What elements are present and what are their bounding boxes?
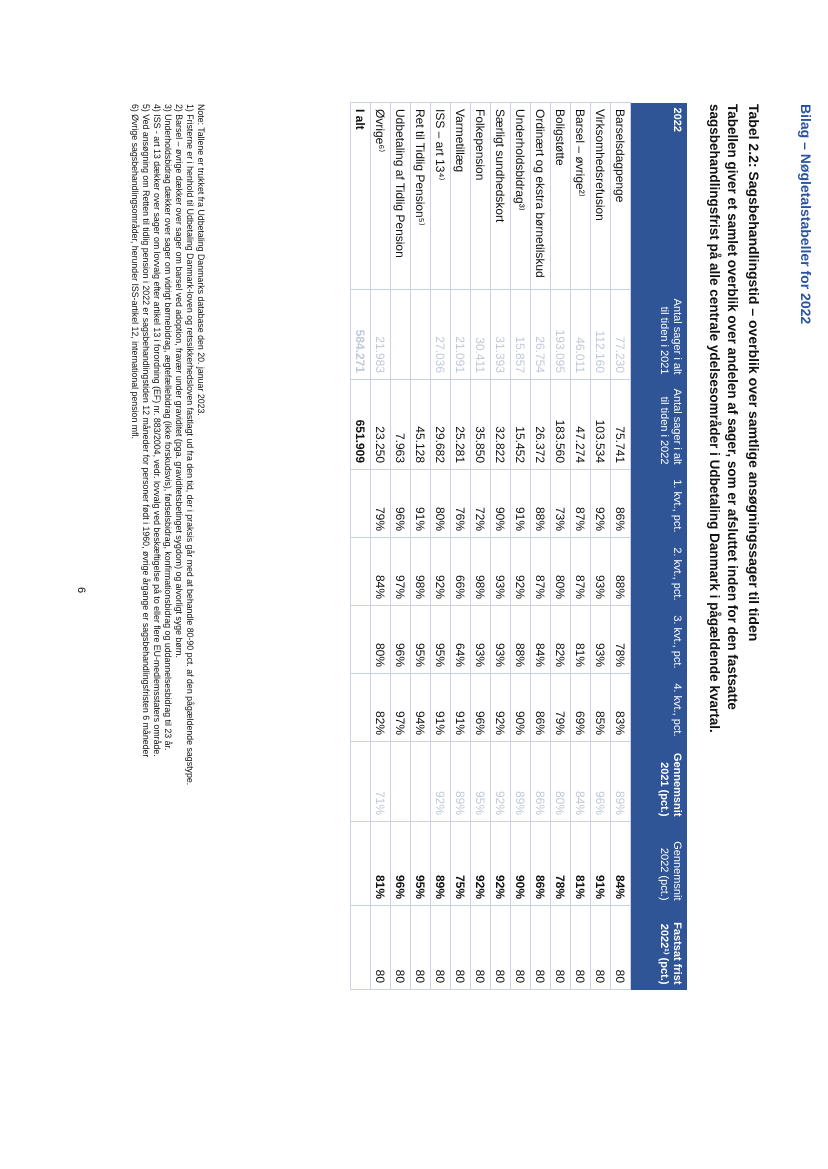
table-row (391, 103, 411, 990)
cell-cases-2021 (391, 290, 411, 380)
cell-avg-2021 (411, 742, 431, 822)
cell-q3-pct: 64% (451, 606, 471, 674)
cell-avg-2022: 81% (571, 822, 591, 906)
header-q1: 1. kvt., pct. (631, 470, 688, 538)
cell-q2-pct: 66% (451, 538, 471, 606)
footnotes (129, 104, 206, 785)
cell-q1-pct: 86% (611, 470, 631, 538)
cell-cases-2022: 47.274 (571, 380, 591, 470)
cell-avg-2021: 92% (431, 742, 451, 822)
cell-q3-pct: 96% (391, 606, 411, 674)
cell-q1-pct: 72% (471, 470, 491, 538)
cell-cases-2021: 193.095 (551, 290, 571, 380)
cell-avg-2021: 80% (551, 742, 571, 822)
cell-avg-2021 (391, 742, 411, 822)
cell-avg-2021: 89% (611, 742, 631, 822)
cell-q1-pct: 90% (491, 470, 511, 538)
cell-cases-2022: 183.560 (551, 380, 571, 470)
case-processing-table (350, 102, 687, 990)
cell-avg-2022: 78% (551, 822, 571, 906)
cell-q2-pct: 97% (391, 538, 411, 606)
table-row (511, 103, 531, 990)
header-q4: 4. kvt., pct. (631, 674, 688, 742)
cell-deadline: 80 (571, 906, 591, 990)
cell-avg-2021 (351, 742, 371, 822)
cell-cases-2022: 35.850 (471, 380, 491, 470)
header-deadline: Fastsat frist 2022¹⁾ (pct.) (631, 906, 688, 990)
cell-cases-2022: 651.909 (351, 380, 371, 470)
table-header-row (631, 103, 688, 990)
cell-row-label: Folkepension (471, 103, 491, 290)
cell-q3-pct: 80% (371, 606, 391, 674)
cell-cases-2022: 103.534 (591, 380, 611, 470)
cell-q4-pct: 94% (411, 674, 431, 742)
cell-row-label: Virksomhedsrefusion (591, 103, 611, 290)
cell-row-label: Ordinært og ekstra børnetilskud (531, 103, 551, 290)
cell-q4-pct: 97% (391, 674, 411, 742)
cell-q2-pct: 88% (611, 538, 631, 606)
cell-deadline: 80 (411, 906, 431, 990)
cell-q1-pct (351, 470, 371, 538)
table-row (411, 103, 431, 990)
cell-row-label: I alt (351, 103, 371, 290)
cell-q1-pct: 79% (371, 470, 391, 538)
cell-q4-pct: 82% (371, 674, 391, 742)
cell-cases-2022: 75.741 (611, 380, 631, 470)
cell-q4-pct (351, 674, 371, 742)
cell-cases-2021: 26.754 (531, 290, 551, 380)
footnote: 5) Ved ansøgning om Retten til tidlig pension i 2022 er sagsbehandlingstiden 12 måneder for personer født i 1960, øvrige årgange er sagsbehandlingsfristen 6 måneder (141, 104, 151, 758)
cell-cases-2021: 584.271 (351, 290, 371, 380)
cell-cases-2021: 46.011 (571, 290, 591, 380)
table-row (571, 103, 591, 990)
cell-q1-pct: 92% (591, 470, 611, 538)
cell-q4-pct: 83% (611, 674, 631, 742)
cell-avg-2022: 89% (431, 822, 451, 906)
cell-q2-pct: 80% (551, 538, 571, 606)
cell-cases-2021: 27.036 (431, 290, 451, 380)
table-row (611, 103, 631, 990)
table-row (531, 103, 551, 990)
cell-avg-2022: 90% (511, 822, 531, 906)
cell-q1-pct: 91% (511, 470, 531, 538)
cell-q3-pct: 88% (511, 606, 531, 674)
cell-avg-2022 (351, 822, 371, 906)
cell-avg-2022: 75% (451, 822, 471, 906)
cell-deadline: 80 (371, 906, 391, 990)
footnote: 4) ISS - art 13 dækker over sager om lovvalg efter artikel 13 i forordning (EF) nr. 883/2004, vedr. lovvalg ved beskæftigelse på to eller flere EU-medlemsstaters område. (152, 104, 162, 757)
cell-cases-2022: 23.250 (371, 380, 391, 470)
header-avg-2021: Gennemsnit 2021 (pct.) (631, 742, 688, 822)
header-q2: 2. kvt., pct. (631, 538, 688, 606)
cell-q2-pct: 87% (571, 538, 591, 606)
header-q3: 3. kvt., pct. (631, 606, 688, 674)
cell-avg-2021: 89% (511, 742, 531, 822)
cell-cases-2021: 30.411 (471, 290, 491, 380)
cell-cases-2021: 31.393 (491, 290, 511, 380)
cell-avg-2021: 92% (491, 742, 511, 822)
cell-row-label: Barselsdagpenge (611, 103, 631, 290)
cell-q2-pct: 84% (371, 538, 391, 606)
cell-row-label: Udbetaling af Tidlig Pension (391, 103, 411, 290)
cell-q1-pct: 73% (551, 470, 571, 538)
cell-deadline: 80 (531, 906, 551, 990)
header-cases-2022: Antal sager i alt til tiden i 2022 (631, 380, 688, 470)
cell-q4-pct: 90% (511, 674, 531, 742)
cell-q3-pct: 93% (491, 606, 511, 674)
cell-deadline: 80 (431, 906, 451, 990)
cell-cases-2022: 29.682 (431, 380, 451, 470)
table-row (371, 103, 391, 990)
cell-q1-pct: 87% (571, 470, 591, 538)
cell-q2-pct: 93% (591, 538, 611, 606)
cell-avg-2022: 84% (611, 822, 631, 906)
table-row (451, 103, 471, 990)
cell-q1-pct: 76% (451, 470, 471, 538)
cell-cases-2022: 45.128 (411, 380, 431, 470)
cell-deadline: 80 (471, 906, 491, 990)
cell-avg-2021: 96% (591, 742, 611, 822)
cell-q4-pct: 91% (431, 674, 451, 742)
cell-cases-2022: 7.963 (391, 380, 411, 470)
section-heading: Bilag – Nøgletalstabeller for 2022 (798, 104, 814, 325)
cell-q3-pct: 93% (471, 606, 491, 674)
cell-avg-2021: 95% (471, 742, 491, 822)
footnote: 3) Underholdsbidrag dækker over sager om vidrigt børnebidrag, ægtefællebidrag (ikke forskudsvis), fødselsbidrag, konfirmationsbidrag og uddannelsesbidrag til 23 år. (163, 104, 173, 751)
table-row (591, 103, 611, 990)
table-total-row (351, 103, 371, 990)
cell-cases-2021: 112.160 (591, 290, 611, 380)
footnote: 1) Fristerne er i henhold til Udbetaling Danmark-loven og retssikkerhedsloven fastlagt ud fra den tid, der i praksis går med at behandle 80-90 pct. af den pågældende sagstype. (185, 104, 195, 786)
footnote: 2) Barsel – øvrige dækker over sager om barsel ved adoption, fravær under graviditet (pga. graviditetsbetinget sygdom) og alvorligt syge børn. (174, 104, 184, 658)
cell-avg-2021: 71% (371, 742, 391, 822)
cell-q4-pct: 96% (471, 674, 491, 742)
cell-q4-pct: 91% (451, 674, 471, 742)
cell-q3-pct: 81% (571, 606, 591, 674)
table-subtitle: Tabellen giver et samlet overblik over andelen af sager, som er afsluttet inden for den fastsatte sagsbehandlingsfrist på alle centrale ydelsesområder i Udbetaling Danmark i pågældende kvartal. (707, 104, 740, 733)
cell-q2-pct: 98% (411, 538, 431, 606)
cell-q1-pct: 88% (531, 470, 551, 538)
cell-cases-2022: 26.372 (531, 380, 551, 470)
cell-cases-2021: 77.230 (611, 290, 631, 380)
cell-deadline: 80 (511, 906, 531, 990)
header-cases-2021: Antal sager i alt til tiden i 2021 (631, 290, 688, 380)
cell-q3-pct: 95% (431, 606, 451, 674)
cell-avg-2021: 84% (571, 742, 591, 822)
cell-q2-pct: 87% (531, 538, 551, 606)
cell-avg-2021: 89% (451, 742, 471, 822)
cell-deadline (351, 906, 371, 990)
cell-deadline: 80 (591, 906, 611, 990)
cell-q2-pct (351, 538, 371, 606)
cell-cases-2022: 25.281 (451, 380, 471, 470)
cell-q4-pct: 86% (531, 674, 551, 742)
cell-deadline: 80 (611, 906, 631, 990)
table-row (491, 103, 511, 990)
header-avg-2022: Gennemsnit 2022 (pct.) (631, 822, 688, 906)
footnote: 6) Øvrige sagsbehandlingsområder, herunder ISS-artikel 12, international pension mfl. (130, 104, 140, 439)
cell-deadline: 80 (451, 906, 471, 990)
cell-q4-pct: 92% (491, 674, 511, 742)
cell-q3-pct: 82% (551, 606, 571, 674)
cell-avg-2022: 96% (391, 822, 411, 906)
cell-q4-pct: 79% (551, 674, 571, 742)
cell-row-label: Boligstøtte (551, 103, 571, 290)
page-number: 6 (75, 587, 87, 594)
cell-q4-pct: 85% (591, 674, 611, 742)
cell-row-label: Særligt sundhedskort (491, 103, 511, 290)
table-row (431, 103, 451, 990)
cell-deadline: 80 (491, 906, 511, 990)
cell-avg-2022: 95% (411, 822, 431, 906)
cell-avg-2022: 92% (471, 822, 491, 906)
cell-row-label: Øvrige⁶⁾ (371, 103, 391, 290)
cell-avg-2021: 86% (531, 742, 551, 822)
cell-cases-2021: 21.983 (371, 290, 391, 380)
cell-cases-2021: 21.091 (451, 290, 471, 380)
cell-avg-2022: 81% (371, 822, 391, 906)
cell-deadline: 80 (391, 906, 411, 990)
cell-row-label: Ret til Tidlig Pension⁵⁾ (411, 103, 431, 290)
cell-q1-pct: 91% (411, 470, 431, 538)
table-row (471, 103, 491, 990)
cell-cases-2021: 15.857 (511, 290, 531, 380)
cell-row-label: Barsel – øvrige²⁾ (571, 103, 591, 290)
cell-q2-pct: 98% (471, 538, 491, 606)
cell-q3-pct (351, 606, 371, 674)
header-year: 2022 (631, 103, 688, 290)
cell-q1-pct: 80% (431, 470, 451, 538)
cell-q1-pct: 96% (391, 470, 411, 538)
table-title: Tabel 2.2: Sagsbehandlingstid – overblik over samtlige ansøgningssager til tiden (746, 104, 762, 642)
cell-q3-pct: 95% (411, 606, 431, 674)
cell-avg-2022: 91% (591, 822, 611, 906)
cell-q4-pct: 69% (571, 674, 591, 742)
cell-q2-pct: 93% (491, 538, 511, 606)
cell-avg-2022: 86% (531, 822, 551, 906)
cell-q3-pct: 78% (611, 606, 631, 674)
cell-cases-2022: 15.452 (511, 380, 531, 470)
cell-row-label: Underholdsbidrag³⁾ (511, 103, 531, 290)
cell-q2-pct: 92% (511, 538, 531, 606)
cell-row-label: Varmetillæg (451, 103, 471, 290)
cell-cases-2021 (411, 290, 431, 380)
cell-row-label: ISS – art 13⁴⁾ (431, 103, 451, 290)
cell-avg-2022: 92% (491, 822, 511, 906)
cell-cases-2022: 32.822 (491, 380, 511, 470)
cell-q2-pct: 92% (431, 538, 451, 606)
cell-q3-pct: 93% (591, 606, 611, 674)
cell-q3-pct: 84% (531, 606, 551, 674)
footnote: Note: Tallene er trukket fra Udbetaling Danmarks database den 20. januar 2023. (196, 104, 206, 416)
table-row (551, 103, 571, 990)
cell-deadline: 80 (551, 906, 571, 990)
